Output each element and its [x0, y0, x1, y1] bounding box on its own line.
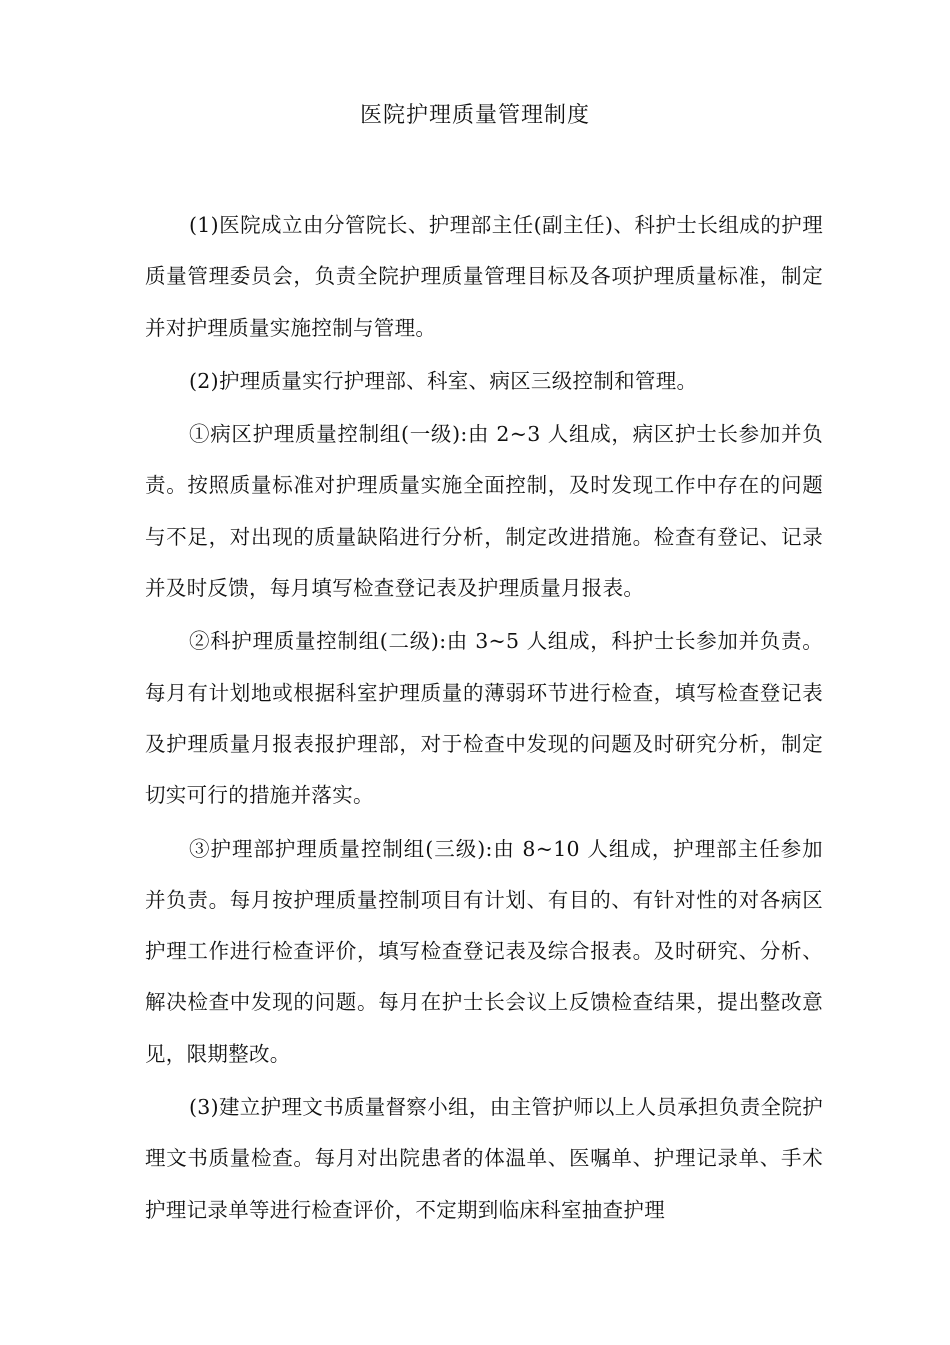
paragraph-4: ②科护理质量控制组(二级):由 3~5 人组成，科护士长参加并负责。每月有计划地或根据科室护理质量的薄弱环节进行检查，填写检查登记表及护理质量月报表报护理部，对于检查中发现的问题及时研究分析，制定切实可行的措施并落实。	[145, 629, 823, 808]
paragraph-5: ③护理部护理质量控制组(三级):由 8~10 人组成，护理部主任参加并负责。每月按护理质量控制项目有计划、有目的、有针对性的对各病区护理工作进行检查评价，填写检查登记表及综合报表。及时研究、分析、解决检查中发现的问题。每月在护士长会议上反馈检查结果，提出整改意见，限期整改。	[145, 836, 823, 1066]
document-title: 医院护理质量管理制度	[359, 103, 590, 128]
paragraph-1: (1)医院成立由分管院长、护理部主任(副主任)、科护士长组成的护理质量管理委员会，负责全院护理质量管理目标及各项护理质量标准，制定并对护理质量实施控制与管理。	[145, 213, 823, 340]
paragraph-6: (3)建立护理文书质量督察小组，由主管护师以上人员承担负责全院护理文书质量检查。每月对出院患者的体温单、医嘱单、护理记录单、手术护理记录单等进行检查评价，不定期到临床科室抽查护理	[145, 1095, 823, 1222]
paragraph-2: (2)护理质量实行护理部、科室、病区三级控制和管理。	[189, 368, 698, 393]
paragraph-3: ①病区护理质量控制组(一级):由 2~3 人组成，病区护士长参加并负责。按照质量标准对护理质量实施全面控制，及时发现工作中存在的问题与不足，对出现的质量缺陷进行分析，制定改进措施。检查有登记、记录并及时反馈，每月填写检查登记表及护理质量月报表。	[145, 422, 823, 601]
document-body	[145, 200, 823, 1238]
